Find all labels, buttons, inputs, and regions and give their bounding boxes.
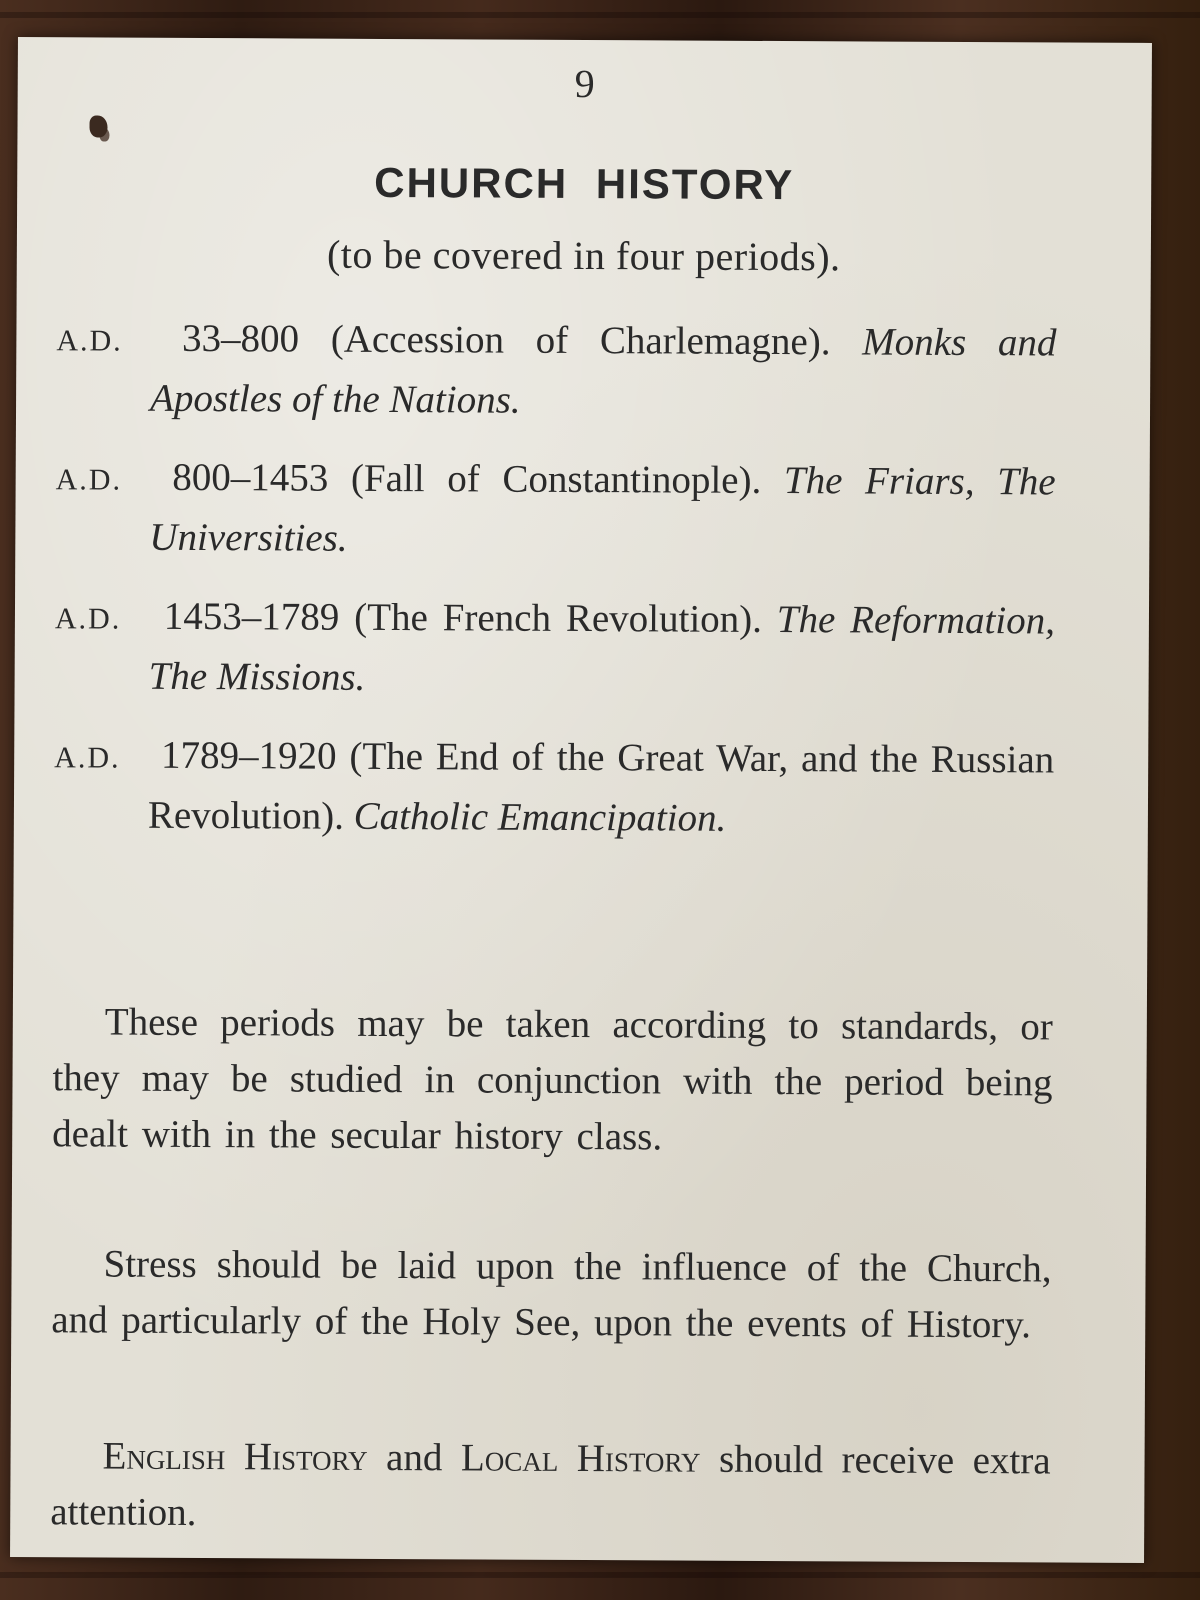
attention-text: should receive extra attention. (50, 1437, 1051, 1534)
period-item (54, 726, 1055, 848)
period-range: 800–1453 (Fall of Constantinople). (172, 455, 762, 502)
period-range: 1453–1789 (The French Revolution). (163, 594, 763, 641)
period-theme: The Reformation, The Missions. (148, 598, 1056, 699)
period-prefix: A.D. (55, 463, 123, 497)
english-history-term: English History (102, 1434, 368, 1479)
stress-paragraph: Stress should be laid upon the influence of the Church, and particularly of the Holy See, upon the events of History. (51, 1242, 1052, 1347)
period-prefix: A.D. (54, 741, 121, 775)
period-item (55, 448, 1056, 570)
document-page (10, 37, 1152, 1563)
wood-grain (0, 1572, 1200, 1578)
period-item (54, 587, 1055, 709)
period-list (54, 309, 1057, 870)
extra-attention-paragraph (50, 1428, 1051, 1545)
wood-grain (0, 12, 1200, 18)
page-title: CHURCH HISTORY (374, 158, 795, 209)
period-prefix: A.D. (56, 324, 123, 358)
period-theme: The Friars, The Universities. (149, 459, 1056, 560)
conjunction-text: and (386, 1435, 443, 1480)
punch-hole (89, 115, 107, 137)
period-theme: Catholic Emancipation. (353, 794, 727, 840)
page-number: 9 (574, 60, 595, 107)
period-range: 1789–1920 (The End of the Great War, and the Russian Revolution). (147, 733, 1055, 838)
period-item (56, 309, 1057, 431)
period-prefix: A.D. (54, 602, 122, 636)
local-history-term: Local History (460, 1436, 701, 1481)
page-subtitle: (to be covered in four periods). (326, 231, 841, 280)
period-theme: Monks and Apostles of the Nations. (149, 320, 1057, 422)
standards-paragraph: These periods may be taken according to standards, or they may be studied in conjunction with the period being dealt with in the secular history class. (52, 1000, 1053, 1159)
period-range: 33–800 (Accession of Charlemagne). (181, 316, 831, 364)
